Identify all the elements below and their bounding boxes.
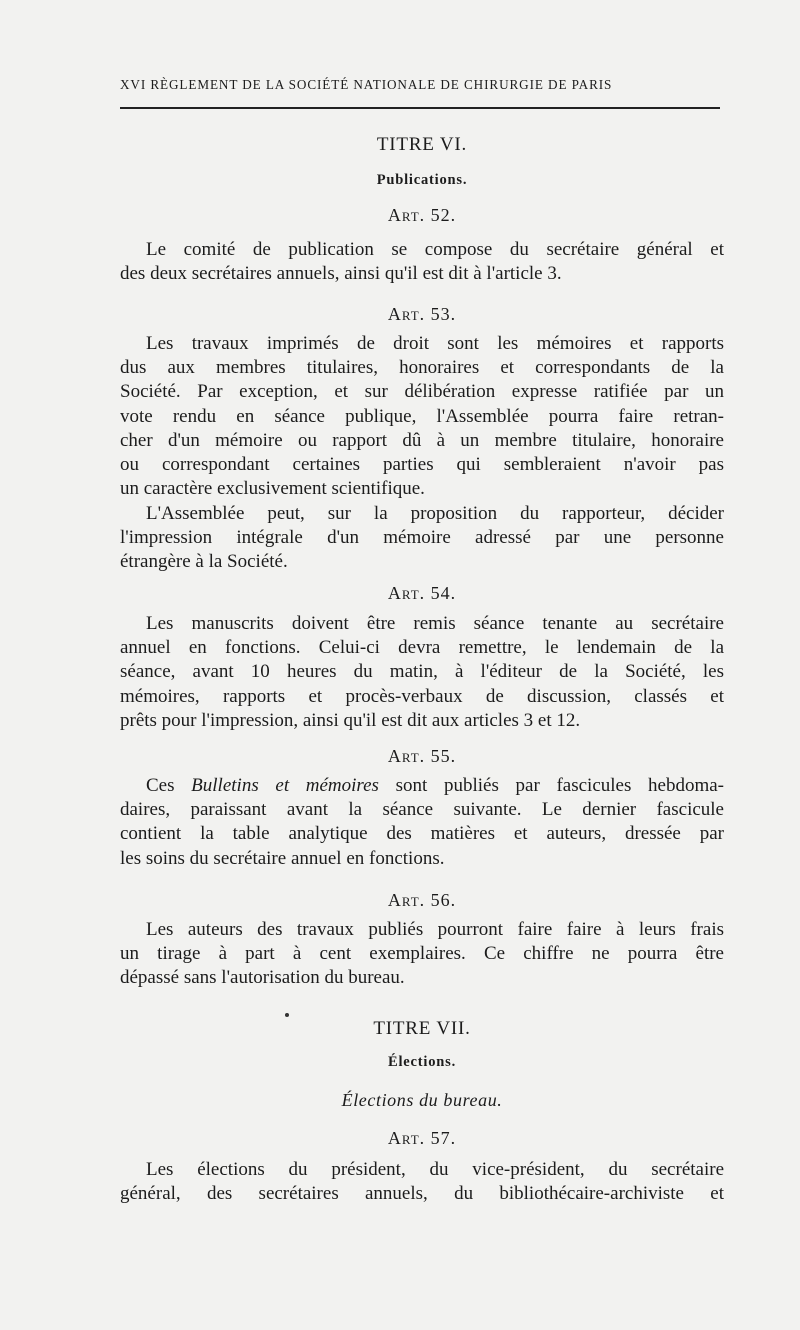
italic-title: Bulletins et mémoires [191,775,379,796]
art-57-label: Art. 57. [387,1128,457,1148]
text-line: Les élections du président, du vice-président, du secrétaire [146,1159,724,1180]
art-52-text [120,238,724,286]
art-56-text [120,918,724,991]
text-line: Société. Par exception, et sur délibération expresse ratifiée par un [120,381,724,403]
art-55-label: Art. 55. [387,746,457,766]
art-57-text [120,1158,724,1206]
text-line: ou correspondant certaines parties qui sembleraient n'avoir pas [120,454,724,476]
titre-vii-heading: TITRE VII. [373,1018,471,1039]
text-line: daires, paraissant avant la séance suivante. Le dernier fascicule [120,799,724,821]
text-line: Les auteurs des travaux publiés pourront faire faire à leurs frais [146,919,724,940]
text-line: Ces Bulletins et mémoires sont publiés par fascicules hebdoma- [146,775,724,796]
text-line: étrangère à la Société. [120,551,288,573]
art-53-label: Art. 53. [387,304,457,324]
text-line: l'impression intégrale d'un mémoire adressé par une personne [120,527,724,549]
titre-vi-heading: TITRE VI. [376,134,468,155]
art-56-label: Art. 56. [387,890,457,910]
text-line: un tirage à part à cent exemplaires. Ce chiffre ne pourra être [120,943,724,965]
text-line: Le comité de publication se compose du secrétaire général et [146,239,724,260]
elections-bureau-subheading: Élections du bureau. [341,1090,503,1110]
header-rule [120,107,720,109]
text-line: un caractère exclusivement scientifique. [120,478,425,500]
text-line: dépassé sans l'autorisation du bureau. [120,967,405,989]
text-line: cher d'un mémoire ou rapport dû à un membre titulaire, honoraire [120,429,724,451]
elections-heading: Élections. [387,1054,456,1070]
text-line: dus aux membres titulaires, honoraires et correspondants de la [120,357,724,379]
art-53-para-2 [120,502,724,575]
art-53-para-1 [120,332,724,501]
text-line: contient la table analytique des matières et auteurs, dressée par [120,823,724,845]
text-line: Les manuscrits doivent être remis séance tenante au secrétaire [146,613,724,634]
text-line: prêts pour l'impression, ainsi qu'il est dit aux articles 3 et 12. [120,709,581,731]
art-55-text [120,774,724,871]
art-54-label: Art. 54. [387,583,457,603]
text-line: les soins du secrétaire annuel en fonctions. [120,847,445,869]
publications-heading: Publications. [376,172,468,188]
text-line: séance, avant 10 heures du matin, à l'éditeur de la Société, les [120,661,724,683]
text-line: Les travaux imprimés de droit sont les mémoires et rapports [146,333,724,354]
ink-dot [285,1013,289,1017]
text-line: des deux secrétaires annuels, ainsi qu'il est dit à l'article 3. [120,263,562,285]
text-line: vote rendu en séance publique, l'Assemblée pourra faire retran- [120,405,724,427]
text-line: annuel en fonctions. Celui-ci devra remettre, le lendemain de la [120,637,724,659]
art-54-text [120,612,724,733]
art-52-label: Art. 52. [387,205,457,225]
text-line: mémoires, rapports et procès-verbaux de discussion, classés et [120,685,724,707]
running-head: XVI RÈGLEMENT DE LA SOCIÉTÉ NATIONALE DE CHIRURGIE DE PARIS [120,77,613,92]
text-line: général, des secrétaires annuels, du bibliothécaire-archiviste et [120,1183,724,1205]
text-line: L'Assemblée peut, sur la proposition du rapporteur, décider [146,503,724,524]
